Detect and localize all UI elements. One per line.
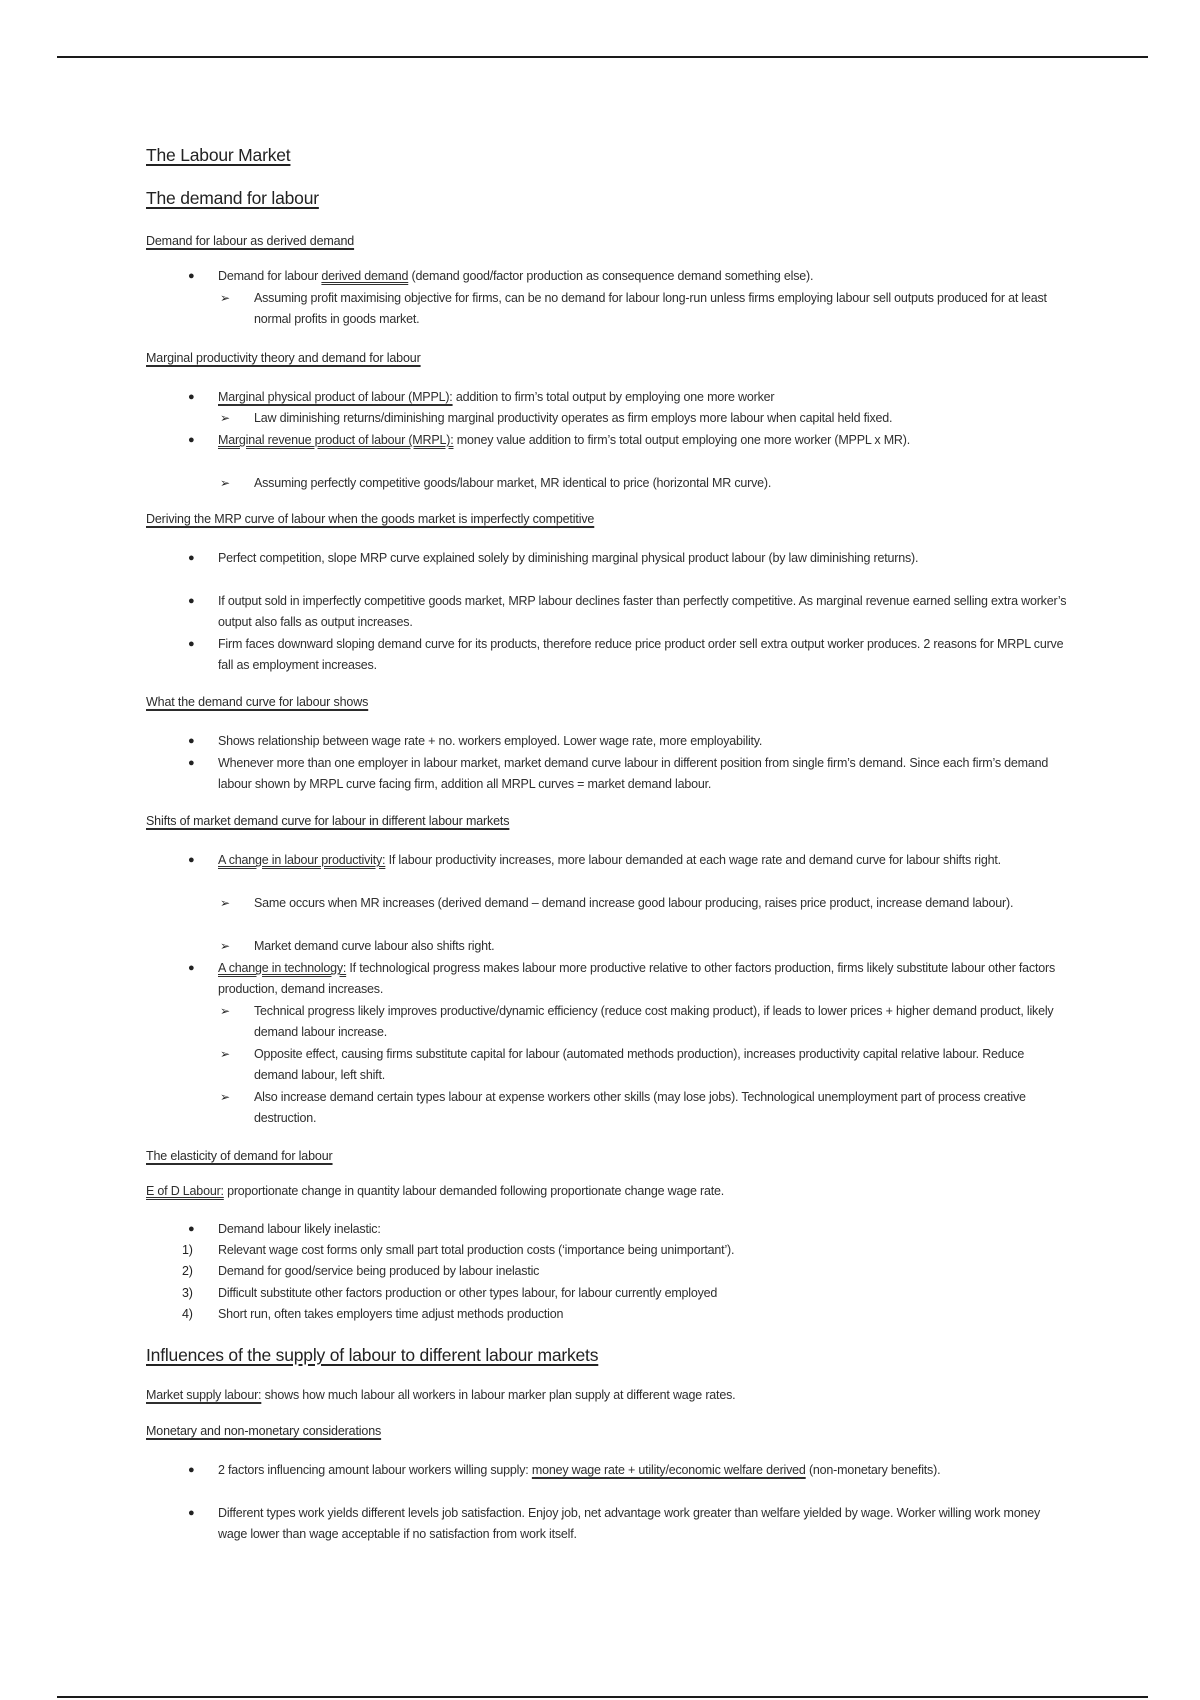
subheading-mrp-curve: Deriving the MRP curve of labour when the goods market is imperfectly competitive xyxy=(146,512,595,526)
definition-paragraph: Market supply labour: shows how much labour all workers in labour marker plan supply at different wage rates. xyxy=(146,1388,736,1402)
subheading-demand-curve-shows: What the demand curve for labour shows xyxy=(146,695,369,709)
bullet-icon: ● xyxy=(188,434,195,446)
arrow-bullet-icon: ➢ xyxy=(220,1047,230,1061)
subheading-monetary: Monetary and non-monetary considerations xyxy=(146,1424,382,1438)
list-item: ● Whenever more than one employer in labour market, market demand curve labour in different position from single firm’s demand. Since each firm’s demand labour shown by MRPL curve facing firm, addition all MRPL curves = market demand labour. xyxy=(218,753,1068,795)
key-term: Market supply labour: xyxy=(146,1388,262,1402)
list-item: ● Marginal revenue product of labour (MRPL): money value addition to firm’s total output employing one more worker (MPPL x MR). xyxy=(218,430,1068,451)
list-item: ➢ Assuming profit maximising objective for firms, can be no demand for labour long-run unless firms employing labour sell outputs produced for at least normal profits in goods market. xyxy=(254,288,1068,330)
numbered-item: 4) Short run, often takes employers time adjust methods production xyxy=(182,1307,564,1321)
bullet-icon: ● xyxy=(188,1507,195,1519)
list-item: ● Shows relationship between wage rate + no. workers employed. Lower wage rate, more employability. xyxy=(218,731,1068,752)
list-item: ➢ Technical progress likely improves productive/dynamic efficiency (reduce cost making product), if leads to lower prices + higher demand product, likely demand labour increase. xyxy=(254,1001,1068,1043)
bullet-icon: ● xyxy=(188,1464,195,1476)
list-item: ● Different types work yields different levels job satisfaction. Enjoy job, net advantage work greater than welfare yielded by wage. Worker willing work money wage lower than wage acceptable if no satisfaction from work itself. xyxy=(218,1503,1068,1545)
numbered-item: 2) Demand for good/service being produced by labour inelastic xyxy=(182,1264,540,1278)
list-item: ● Marginal physical product of labour (MPPL): addition to firm’s total output by employing one more worker xyxy=(218,387,1068,408)
list-item: ● A change in technology: If technological progress makes labour more productive relative to other factors production, firms likely substitute labour other factors production, demand increases. xyxy=(218,958,1068,1000)
bullet-icon: ● xyxy=(188,735,195,747)
document-title: The Labour Market xyxy=(146,145,291,165)
list-item: ● Demand for labour derived demand (demand good/factor production as consequence demand something else). xyxy=(218,266,1068,287)
list-item: ➢ Opposite effect, causing firms substitute capital for labour (automated methods production), increases productivity capital relative labour. Reduce demand labour, left shift. xyxy=(254,1044,1068,1086)
subheading-marginal-productivity: Marginal productivity theory and demand for labour xyxy=(146,351,421,365)
bullet-icon: ● xyxy=(188,552,195,564)
bullet-icon: ● xyxy=(188,757,195,769)
key-term: money wage rate + utility/economic welfare derived xyxy=(531,1463,806,1477)
bullet-icon: ● xyxy=(188,1223,195,1235)
list-item: ● Firm faces downward sloping demand curve for its products, therefore reduce price product order sell extra output worker produces. 2 reasons for MRPL curve fall as employment increases. xyxy=(218,634,1068,676)
numbered-item: 1) Relevant wage cost forms only small part total production costs (‘importance being unimportant’). xyxy=(182,1243,735,1257)
key-term: A change in labour productivity: xyxy=(218,853,386,867)
key-term: Marginal revenue product of labour (MRPL): xyxy=(218,433,454,447)
bullet-icon: ● xyxy=(188,854,195,866)
list-item: ➢ Market demand curve labour also shifts right. xyxy=(254,936,1068,957)
bullet-icon: ● xyxy=(188,962,195,974)
arrow-bullet-icon: ➢ xyxy=(220,1090,230,1104)
list-item: ➢ Also increase demand certain types labour at expense workers other skills (may lose jobs). Technological unemployment part of process creative destruction. xyxy=(254,1087,1068,1129)
header-rule xyxy=(57,56,1148,58)
section-heading-demand: The demand for labour xyxy=(146,188,319,208)
footer-rule xyxy=(57,1696,1148,1698)
numbered-item: 3) Difficult substitute other factors production or other types labour, for labour currently employed xyxy=(182,1286,718,1300)
list-item: ● Perfect competition, slope MRP curve explained solely by diminishing marginal physical product labour (by law diminishing returns). xyxy=(218,548,1068,569)
key-term: derived demand xyxy=(321,269,409,283)
subheading-derived-demand: Demand for labour as derived demand xyxy=(146,234,355,248)
bullet-icon: ● xyxy=(188,270,195,282)
bullet-icon: ● xyxy=(188,391,195,403)
list-item: ● 2 factors influencing amount labour workers willing supply: money wage rate + utility/economic welfare derived (non-monetary benefits). xyxy=(218,1460,1068,1481)
arrow-bullet-icon: ➢ xyxy=(220,896,230,910)
list-item: ➢ Assuming perfectly competitive goods/labour market, MR identical to price (horizontal MR curve). xyxy=(254,473,1068,494)
list-item: ● A change in labour productivity: If labour productivity increases, more labour demanded at each wage rate and demand curve for labour shifts right. xyxy=(218,850,1068,871)
list-item: ➢ Law diminishing returns/diminishing marginal productivity operates as firm employs more labour when capital held fixed. xyxy=(254,408,1068,429)
key-term: A change in technology: xyxy=(218,961,347,975)
list-item: ➢ Same occurs when MR increases (derived demand – demand increase good labour producing, raises price product, increase demand labour). xyxy=(254,893,1068,914)
list-item: ● Demand labour likely inelastic: xyxy=(218,1219,1068,1240)
key-term: Marginal physical product of labour (MPPL): xyxy=(218,390,453,404)
section-heading-supply: Influences of the supply of labour to different labour markets xyxy=(146,1345,599,1365)
definition-paragraph: E of D Labour: proportionate change in quantity labour demanded following proportionate change wage rate. xyxy=(146,1184,725,1198)
bullet-icon: ● xyxy=(188,638,195,650)
subheading-elasticity: The elasticity of demand for labour xyxy=(146,1149,333,1163)
bullet-icon: ● xyxy=(188,595,195,607)
list-item: ● If output sold in imperfectly competitive goods market, MRP labour declines faster than perfectly competitive. As marginal revenue earned selling extra worker’s output also falls as output increases. xyxy=(218,591,1068,633)
arrow-bullet-icon: ➢ xyxy=(220,476,230,490)
arrow-bullet-icon: ➢ xyxy=(220,291,230,305)
arrow-bullet-icon: ➢ xyxy=(220,1004,230,1018)
key-term: E of D Labour: xyxy=(146,1184,224,1198)
arrow-bullet-icon: ➢ xyxy=(220,411,230,425)
arrow-bullet-icon: ➢ xyxy=(220,939,230,953)
subheading-shifts: Shifts of market demand curve for labour in different labour markets xyxy=(146,814,510,828)
